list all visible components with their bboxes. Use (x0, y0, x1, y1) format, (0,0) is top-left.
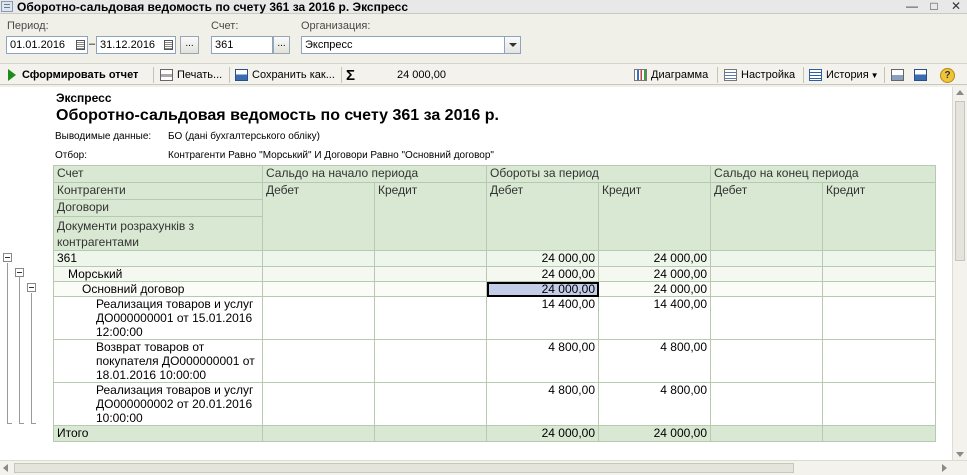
vertical-scrollbar[interactable] (952, 87, 967, 460)
toolbar-separator (803, 67, 804, 83)
header-row (54, 166, 936, 183)
turnover-debit[interactable]: 24 000,00 (487, 267, 599, 282)
date-to-field[interactable]: 31.12.2016 (96, 36, 176, 54)
cell[interactable] (263, 383, 375, 426)
account-field[interactable]: 361 (211, 36, 273, 54)
document-row[interactable] (54, 340, 936, 383)
document-row[interactable] (54, 297, 936, 340)
period-select-button[interactable]: ... (180, 36, 199, 54)
total-label: Итого (54, 426, 263, 442)
cell[interactable] (375, 383, 487, 426)
scroll-left-icon[interactable] (3, 464, 8, 472)
toolbar-separator (341, 67, 342, 83)
turnover-debit[interactable]: 24 000,00 (487, 251, 599, 267)
cell[interactable] (823, 340, 936, 383)
header-counterparties: Контрагенти (54, 183, 262, 200)
period-dash: – (89, 38, 96, 50)
help-icon: ? (940, 68, 955, 83)
header-contracts: Договори (54, 200, 262, 217)
scroll-up-icon[interactable] (956, 90, 964, 95)
report-table (53, 165, 936, 442)
output-data-label: Выводимые данные: (55, 131, 152, 142)
cell[interactable] (823, 251, 936, 267)
floppy-disk-icon (235, 69, 248, 81)
calendar-icon[interactable] (76, 40, 85, 50)
contract-row[interactable] (54, 282, 936, 297)
chevron-down-icon[interactable] (504, 37, 520, 53)
header-opening-balance: Сальдо на начало периода (263, 166, 487, 183)
window-title: Оборотно-сальдовая ведомость по счету 361 за 2016 р. Экспресс (17, 0, 409, 14)
settings-button[interactable]: Настройка (724, 67, 795, 83)
account-label: Счет: (211, 20, 239, 32)
header-turnover-debit: Дебет (487, 183, 599, 251)
header-row (54, 183, 936, 251)
cell[interactable] (263, 426, 375, 442)
cell[interactable] (711, 297, 823, 340)
cell[interactable] (263, 282, 375, 297)
cell[interactable] (711, 282, 823, 297)
scroll-thumb[interactable] (14, 463, 794, 473)
header-turnover: Обороты за период (487, 166, 711, 183)
scroll-right-icon[interactable] (942, 464, 947, 472)
account-select-button[interactable]: ... (273, 36, 290, 54)
cell[interactable] (263, 340, 375, 383)
chevron-down-icon: ▼ (870, 70, 879, 80)
filter-value: Контрагенти Равно "Морський" И Договори Равно "Основний договор" (168, 150, 494, 161)
help-button[interactable] (940, 67, 955, 83)
cell[interactable] (711, 426, 823, 442)
filter-label: Отбор: (55, 150, 87, 161)
org-label: Организация: (301, 20, 371, 32)
header-turnover-credit: Кредит (599, 183, 711, 251)
period-label: Период: (7, 20, 49, 32)
minimize-icon[interactable]: — (906, 0, 918, 13)
scroll-thumb[interactable] (955, 101, 965, 261)
toolbar (0, 63, 967, 85)
total-row[interactable] (54, 426, 936, 442)
play-icon (8, 69, 16, 81)
header-closing-balance: Сальдо на конец периода (711, 166, 936, 183)
cell[interactable] (263, 251, 375, 267)
turnover-debit[interactable]: 4 800,00 (487, 383, 599, 426)
output-data-value: БО (дані бухгалтерського обліку) (168, 131, 320, 142)
toolbar-separator (153, 67, 154, 83)
turnover-credit[interactable]: 4 800,00 (599, 383, 711, 426)
account-row[interactable] (54, 251, 936, 267)
report-title: Оборотно-сальдовая ведомость по счету 361 за 2016 р. (56, 107, 499, 124)
document-name[interactable]: Реализация товаров и услуг ДО000000002 от 20.01.2016 10:00:00 (54, 383, 263, 426)
document-name[interactable]: Возврат товаров от покупателя ДО000000001 от 18.01.2016 10:00:00 (54, 340, 263, 383)
collapse-icon[interactable] (3, 253, 12, 262)
save-settings-button[interactable] (914, 67, 931, 83)
turnover-debit[interactable]: 14 400,00 (487, 297, 599, 340)
print-button[interactable]: Печать... (160, 67, 222, 83)
chart-button[interactable]: Диаграмма (634, 67, 708, 83)
contract-name: Основний договор (54, 282, 263, 297)
cell[interactable] (823, 282, 936, 297)
cell[interactable] (375, 297, 487, 340)
collapse-icon[interactable] (15, 268, 24, 277)
date-from-field[interactable]: 01.01.2016 (6, 36, 88, 54)
org-select[interactable]: Экспресс (301, 36, 521, 54)
cell[interactable] (711, 383, 823, 426)
window-controls (901, 0, 967, 14)
header-opening-debit: Дебет (263, 183, 375, 251)
sum-value: 24 000,00 (397, 69, 446, 81)
turnover-credit[interactable]: 24 000,00 (599, 251, 711, 267)
cell[interactable] (711, 340, 823, 383)
filter-panel (0, 16, 967, 62)
turnover-credit[interactable]: 24 000,00 (599, 282, 711, 297)
cell[interactable] (711, 267, 823, 282)
cell[interactable] (823, 426, 936, 442)
turnover-credit[interactable]: 24 000,00 (599, 267, 711, 282)
close-icon[interactable]: ✕ (950, 0, 962, 13)
report-sheet[interactable] (0, 87, 952, 460)
list-icon (809, 69, 822, 81)
history-button[interactable]: История ▼ (809, 67, 879, 83)
cell[interactable] (711, 251, 823, 267)
sum-icon[interactable]: Σ (346, 66, 356, 84)
turnover-credit[interactable]: 4 800,00 (599, 340, 711, 383)
floppy-disk-icon (914, 69, 927, 81)
total-turnover-debit[interactable]: 24 000,00 (487, 426, 599, 442)
turnover-credit[interactable]: 14 400,00 (599, 297, 711, 340)
cell[interactable] (823, 383, 936, 426)
horizontal-scrollbar[interactable] (0, 460, 967, 475)
header-account: Счет (54, 166, 263, 183)
toolbar-separator (884, 67, 885, 83)
header-opening-credit: Кредит (375, 183, 487, 251)
header-closing-debit: Дебет (711, 183, 823, 251)
cell[interactable] (823, 267, 936, 282)
cell[interactable] (375, 340, 487, 383)
maximize-icon[interactable]: □ (930, 0, 938, 13)
header-grouping (54, 183, 263, 251)
collapse-icon[interactable] (27, 283, 36, 292)
cell[interactable] (375, 251, 487, 267)
settings-icon (724, 69, 737, 81)
generate-report-button[interactable]: Сформировать отчет (8, 67, 138, 83)
cell[interactable] (375, 282, 487, 297)
report-icon (1, 1, 13, 12)
save-as-button[interactable]: Сохранить как... (235, 67, 335, 83)
toolbar-separator (229, 67, 230, 83)
document-name[interactable]: Реализация товаров и услуг ДО000000001 от 15.01.2016 12:00:00 (54, 297, 263, 340)
chart-icon (634, 69, 647, 81)
cell[interactable] (263, 267, 375, 282)
document-row[interactable] (54, 383, 936, 426)
cell[interactable] (375, 267, 487, 282)
turnover-debit[interactable]: 4 800,00 (487, 340, 599, 383)
title-bar (0, 0, 967, 14)
expand-icon (891, 69, 904, 81)
scroll-down-icon[interactable] (956, 452, 964, 457)
header-settlement-docs: Документи розрахунків з контрагентами (57, 219, 195, 249)
expand-groups-button[interactable] (891, 67, 908, 83)
cell[interactable] (375, 426, 487, 442)
counterparty-row[interactable] (54, 267, 936, 282)
account-name: 361 (54, 251, 263, 267)
total-turnover-credit[interactable]: 24 000,00 (599, 426, 711, 442)
counterparty-name: Морський (54, 267, 263, 282)
selected-cell[interactable]: 24 000,00 (487, 282, 599, 297)
printer-icon (160, 69, 173, 81)
cell[interactable] (263, 297, 375, 340)
calendar-icon[interactable] (164, 40, 173, 50)
report-org-name: Экспресс (56, 91, 112, 105)
header-closing-credit: Кредит (823, 183, 936, 251)
toolbar-separator (717, 67, 718, 83)
cell[interactable] (823, 297, 936, 340)
